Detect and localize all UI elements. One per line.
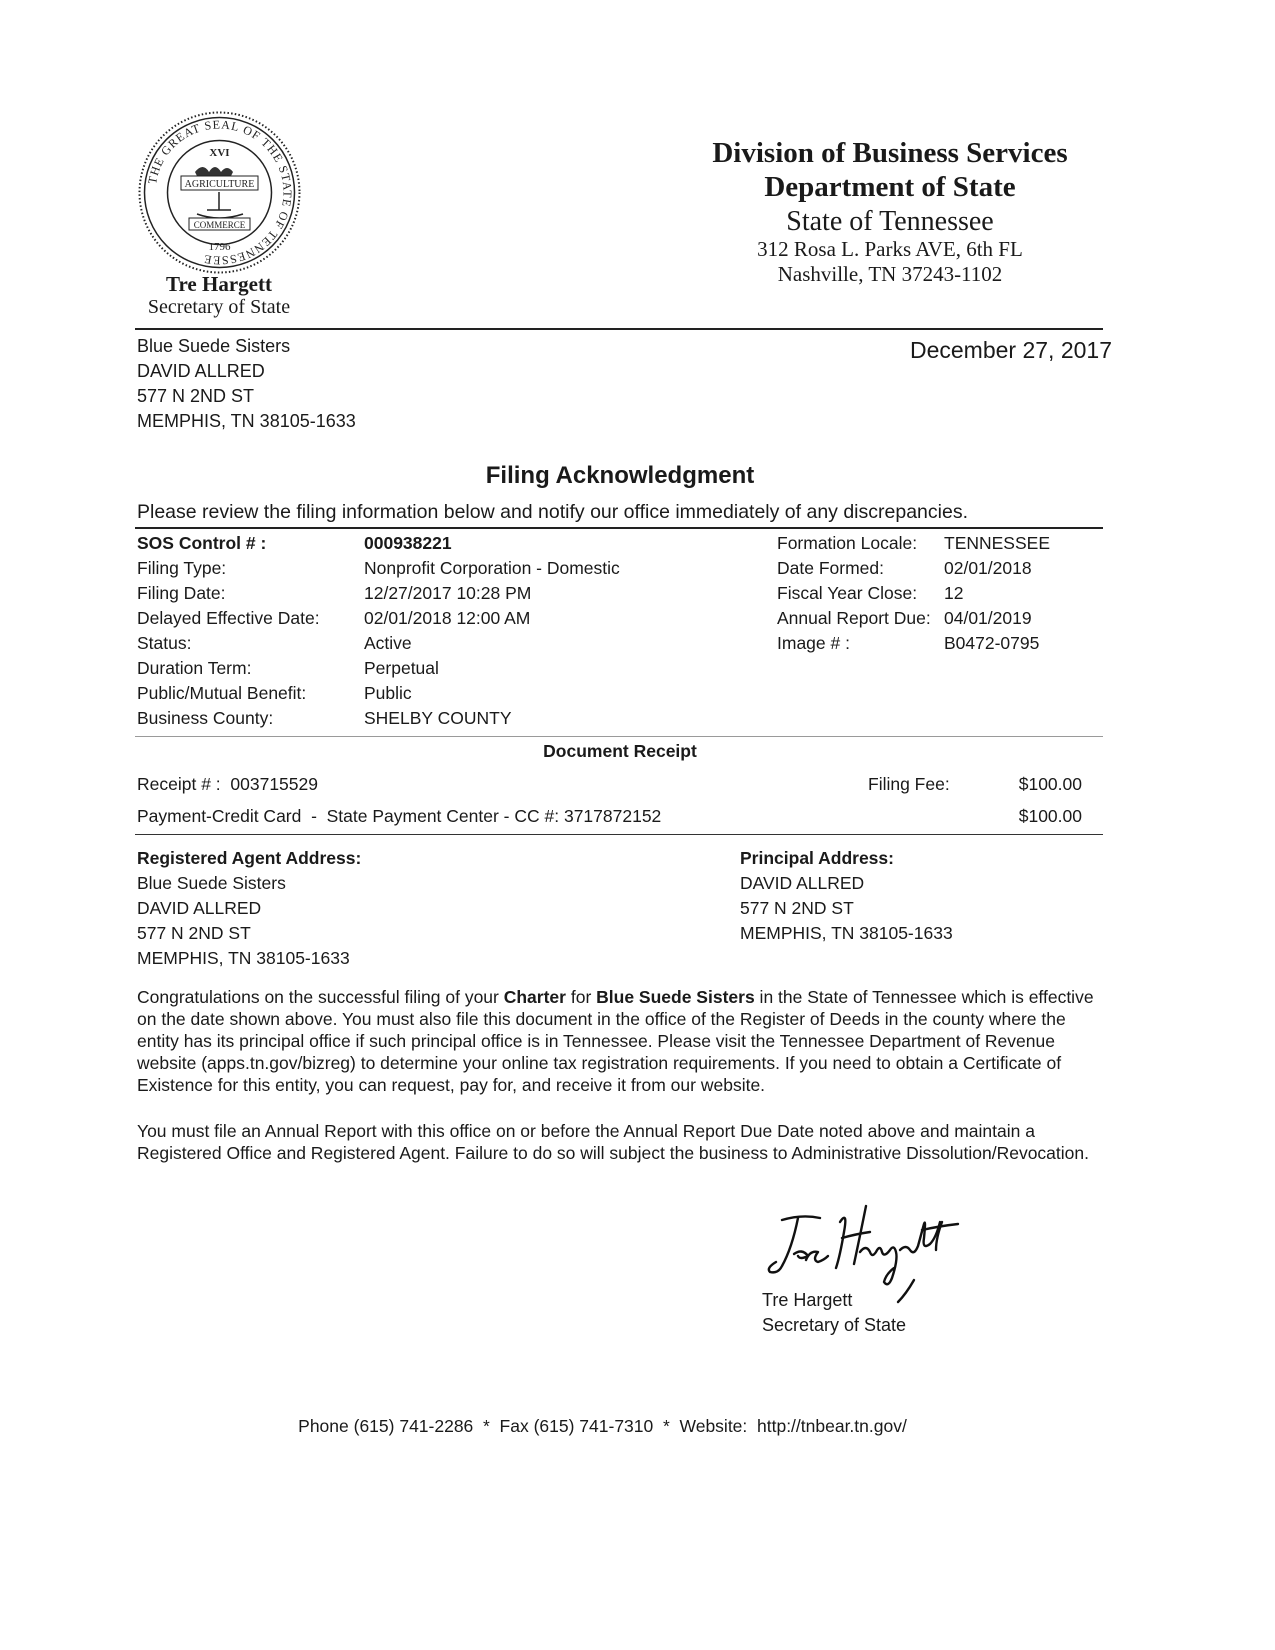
- address-line: DAVID ALLRED: [740, 873, 865, 893]
- letter-date: December 27, 2017: [909, 337, 1112, 363]
- header-divider: [135, 328, 1103, 330]
- title-divider: [135, 527, 1103, 529]
- field-label: Image # :: [777, 633, 850, 653]
- public-mutual-benefit: Public: [364, 683, 412, 703]
- receipt-number: 003715529: [230, 774, 318, 794]
- field-label: Business County:: [137, 708, 274, 728]
- sos-control-number: 000938221: [364, 533, 452, 553]
- field-label: Status:: [137, 633, 192, 653]
- date-formed: 02/01/2018: [944, 558, 1032, 578]
- signatory-name: Tre Hargett: [762, 1290, 853, 1310]
- receipt-heading: Document Receipt: [543, 741, 697, 761]
- receipt-bottom-divider: [135, 834, 1103, 835]
- recipient-line: DAVID ALLRED: [137, 361, 265, 381]
- field-label: Filing Type:: [137, 558, 227, 578]
- signatory-title: Secretary of State: [762, 1315, 907, 1335]
- state-seal-icon: [137, 110, 302, 275]
- contact-footer: Phone (615) 741-2286 * Fax (615) 741-7310 * Website: http://tnbear.tn.gov/: [298, 1416, 907, 1436]
- address-line: MEMPHIS, TN 38105-1633: [137, 948, 350, 968]
- field-label: Date Formed:: [777, 558, 884, 578]
- seal-commerce: COMMERCE: [193, 220, 246, 230]
- state-name: State of Tennessee: [786, 206, 994, 237]
- signatory-block: [762, 1288, 906, 1338]
- department-title: Department of State: [764, 171, 1016, 203]
- fiscal-year-close: 12: [944, 583, 964, 603]
- address-line: 577 N 2ND ST: [740, 898, 854, 918]
- office-address-line1: 312 Rosa L. Parks AVE, 6th FL: [757, 237, 1023, 261]
- paragraph-text: Congratulations on the successful filing of your: [137, 987, 504, 1007]
- annual-report-due: 04/01/2019: [944, 608, 1032, 628]
- filing-fee-label: Filing Fee:: [868, 774, 950, 794]
- formation-locale: TENNESSEE: [944, 533, 1050, 553]
- recipient-line: Blue Suede Sisters: [137, 336, 291, 356]
- field-label: SOS Control # :: [137, 533, 267, 553]
- address-line: 577 N 2ND ST: [137, 923, 251, 943]
- principal-address-heading: Principal Address:: [740, 848, 894, 868]
- document-title: Filing Acknowledgment: [485, 462, 755, 489]
- division-title: Division of Business Services: [712, 137, 1068, 169]
- review-note: Please review the filing information below and notify our office immediately of any discrepancies.: [137, 501, 968, 523]
- office-address-line2: Nashville, TN 37243-1102: [777, 262, 1003, 286]
- seal-year: 1796: [208, 241, 231, 253]
- secretary-name: Tre Hargett: [166, 272, 272, 296]
- receipt-number-row: [137, 774, 318, 795]
- filing-date: 12/27/2017 10:28 PM: [364, 583, 532, 603]
- field-label: Filing Date:: [137, 583, 226, 603]
- payment-line: Payment-Credit Card - State Payment Center - CC #: 3717872152: [137, 806, 662, 826]
- seal-ring-text: THE GREAT SEAL OF THE STATE OF TENNESSEE: [145, 117, 295, 268]
- image-number: B0472-0795: [944, 633, 1040, 653]
- entity-name: Blue Suede Sisters: [596, 987, 755, 1007]
- recipient-line: 577 N 2ND ST: [137, 386, 255, 406]
- field-label: Duration Term:: [137, 658, 252, 678]
- address-line: Blue Suede Sisters: [137, 873, 286, 893]
- field-label: Formation Locale:: [777, 533, 918, 553]
- congratulations-paragraph: [137, 986, 1107, 1096]
- filing-type: Nonprofit Corporation - Domestic: [364, 558, 620, 578]
- recipient-line: MEMPHIS, TN 38105-1633: [137, 411, 356, 431]
- seal-roman-numeral: XVI: [209, 147, 230, 159]
- receipt-label: Receipt # :: [137, 774, 221, 794]
- seal-agriculture: AGRICULTURE: [184, 179, 255, 190]
- recipient-address: [137, 334, 356, 434]
- business-county: SHELBY COUNTY: [364, 708, 512, 728]
- field-label: Annual Report Due:: [777, 608, 931, 628]
- filing-fee-amount: $100.00: [1018, 774, 1082, 794]
- paragraph-text: for: [565, 987, 597, 1007]
- address-line: MEMPHIS, TN 38105-1633: [740, 923, 953, 943]
- payment-amount: $100.00: [1018, 806, 1082, 826]
- secretary-title: Secretary of State: [147, 296, 291, 318]
- principal-address-block: [740, 846, 953, 946]
- status: Active: [364, 633, 412, 653]
- delayed-effective-date: 02/01/2018 12:00 AM: [364, 608, 531, 628]
- registered-agent-heading: Registered Agent Address:: [137, 848, 362, 868]
- field-label: Fiscal Year Close:: [777, 583, 918, 603]
- receipt-divider: [135, 736, 1103, 737]
- paragraph-text: in the State of Tennessee which is effective on the date shown above. You must also file this document in the office of the Register of Deeds in the county where the entity has its principal office if such principal office is in Tennessee. Please visit the Tennessee Department of Revenue website (apps.tn.gov/bizreg) to determine your online tax registration requirements. If you need to obtain a Certificate of Existence for this entity, you can request, pay for, and receive it from our website.: [137, 987, 1094, 1095]
- duration-term: Perpetual: [364, 658, 439, 678]
- annual-report-paragraph: You must file an Annual Report with this office on or before the Annual Report Due Date noted above and maintain a Registered Office and Registered Agent. Failure to do so will subject the business to Administrative Dissolution/Revocation.: [137, 1121, 1089, 1163]
- filing-kind: Charter: [503, 987, 566, 1007]
- registered-agent-block: [137, 846, 361, 971]
- field-label: Public/Mutual Benefit:: [137, 683, 307, 703]
- address-line: DAVID ALLRED: [137, 898, 262, 918]
- field-label: Delayed Effective Date:: [137, 608, 320, 628]
